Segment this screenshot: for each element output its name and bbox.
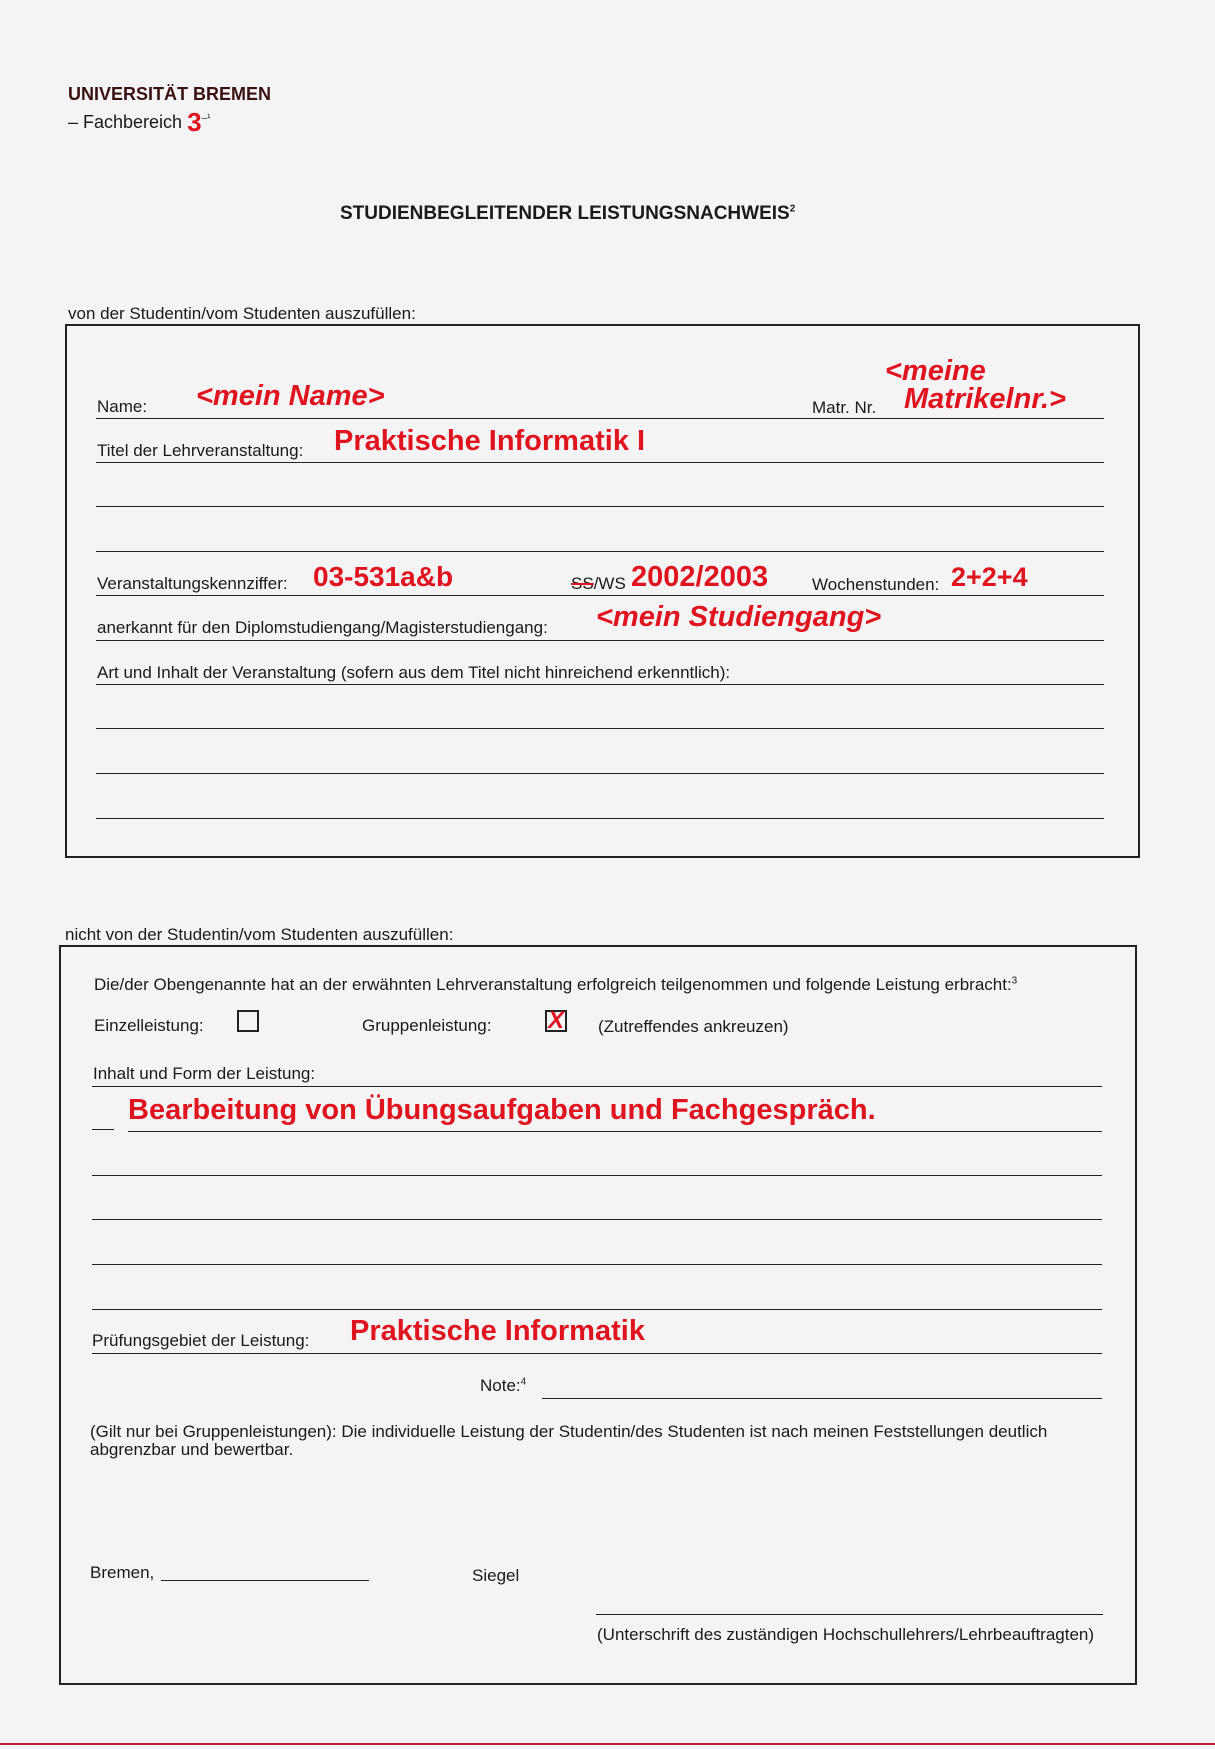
group-note-line2: abgrenzbar und bewertbar. xyxy=(90,1440,294,1459)
name-value[interactable]: <mein Name> xyxy=(196,380,385,412)
matr-value-line1: <meine xyxy=(885,355,986,387)
name-label: Name: xyxy=(97,397,148,416)
course-content-label: Art und Inhalt der Veranstaltung (sofern aus dem Titel nicht hinreichend erkenntlich): xyxy=(97,663,731,682)
exam-area-value[interactable]: Praktische Informatik xyxy=(350,1315,645,1347)
name-underline xyxy=(96,418,1104,419)
group-note-line1: (Gilt nur bei Gruppenleistungen): Die individuelle Leistung der Studentin/des Studenten ist nach meinen Feststellungen deutlich xyxy=(90,1422,1048,1441)
form-line-1 xyxy=(128,1131,1102,1132)
course-code-value[interactable]: 03-531a&b xyxy=(313,561,454,592)
grade-footnote: 4 xyxy=(520,1376,527,1388)
achievement-statement-text: Die/der Obengenannte hat an der erwähnten Lehrveranstaltung erfolgreich teilgenommen und folgende Leistung erbracht: xyxy=(94,975,1012,994)
course-title-value[interactable]: Praktische Informatik I xyxy=(334,425,646,457)
semester-value[interactable]: 2002/2003 xyxy=(631,561,769,593)
matr-value-line2[interactable]: Matrikelnr.> xyxy=(904,383,1066,415)
course-title-label: Titel der Lehrveranstaltung: xyxy=(97,441,304,460)
university-name: UNIVERSITÄT BREMEN xyxy=(68,84,272,104)
individual-checkbox[interactable] xyxy=(237,1010,259,1032)
form-line-2 xyxy=(92,1175,1102,1176)
content-line-2 xyxy=(96,773,1104,774)
blank-line-2 xyxy=(96,551,1104,552)
group-checkbox-mark: X xyxy=(547,1007,564,1034)
achievement-statement-footnote: 3 xyxy=(1011,975,1018,987)
group-label: Gruppenleistung: xyxy=(362,1016,492,1035)
place-label: Bremen, xyxy=(90,1563,155,1582)
form-line-3 xyxy=(92,1219,1102,1220)
course-title-underline xyxy=(96,462,1104,463)
semester-label xyxy=(571,574,626,594)
signature-caption: (Unterschrift des zuständigen Hochschullehrers/Lehrbeauftragten) xyxy=(597,1625,1095,1644)
course-code-underline xyxy=(96,595,1104,596)
page-bottom-edge xyxy=(0,1743,1215,1745)
course-code-label: Veranstaltungskennziffer: xyxy=(97,574,288,593)
semester-struck: SS xyxy=(571,574,594,593)
achievement-form-value[interactable]: Bearbeitung von Übungsaufgaben und Fachgespräch. xyxy=(128,1094,876,1126)
exam-area-label: Prüfungsgebiet der Leistung: xyxy=(92,1331,310,1350)
signature-field[interactable] xyxy=(596,1614,1103,1615)
grade-label-text: Note: xyxy=(480,1376,521,1395)
grade-field[interactable] xyxy=(542,1398,1102,1399)
grade-label xyxy=(480,1376,526,1396)
department-line xyxy=(68,107,271,138)
weekly-hours-label: Wochenstunden: xyxy=(812,575,940,594)
exam-area-underline xyxy=(92,1353,1102,1354)
blank-line-1 xyxy=(96,506,1104,507)
student-section-heading: von der Studentin/vom Studenten auszufüllen: xyxy=(68,304,416,323)
form-line-5 xyxy=(92,1309,1102,1310)
letterhead xyxy=(68,84,271,138)
course-content-underline xyxy=(96,684,1104,685)
individual-label: Einzelleistung: xyxy=(94,1016,204,1035)
semester-label-text: /WS xyxy=(593,574,626,593)
department-number: 3 xyxy=(187,107,202,137)
teacher-section-heading: nicht von der Studentin/vom Studenten auszufüllen: xyxy=(65,925,454,944)
date-field[interactable] xyxy=(161,1580,369,1581)
department-footnote: –¹ xyxy=(201,113,211,124)
achievement-form-label: Inhalt und Form der Leistung: xyxy=(93,1064,316,1083)
achievement-form-dash xyxy=(92,1129,114,1130)
form-title-footnote: 2 xyxy=(789,203,796,215)
group-checkbox[interactable] xyxy=(545,1007,567,1034)
department-label: – Fachbereich xyxy=(68,112,183,132)
weekly-hours-value[interactable]: 2+2+4 xyxy=(951,562,1028,592)
content-line-1 xyxy=(96,728,1104,729)
achievement-statement xyxy=(94,975,1017,995)
form-line-4 xyxy=(92,1264,1102,1265)
form-title-text: STUDIENBEGLEITENDER LEISTUNGSNACHWEIS xyxy=(340,203,790,224)
degree-label: anerkannt für den Diplomstudiengang/Magisterstudiengang: xyxy=(97,618,548,637)
content-line-3 xyxy=(96,818,1104,819)
seal-label: Siegel xyxy=(472,1566,520,1585)
degree-underline xyxy=(96,640,1104,641)
degree-value[interactable]: <mein Studiengang> xyxy=(596,601,882,633)
form-title xyxy=(340,203,795,225)
check-hint: (Zutreffendes ankreuzen) xyxy=(598,1017,789,1036)
achievement-form-underline xyxy=(92,1086,1102,1087)
matr-label: Matr. Nr. xyxy=(812,398,877,417)
